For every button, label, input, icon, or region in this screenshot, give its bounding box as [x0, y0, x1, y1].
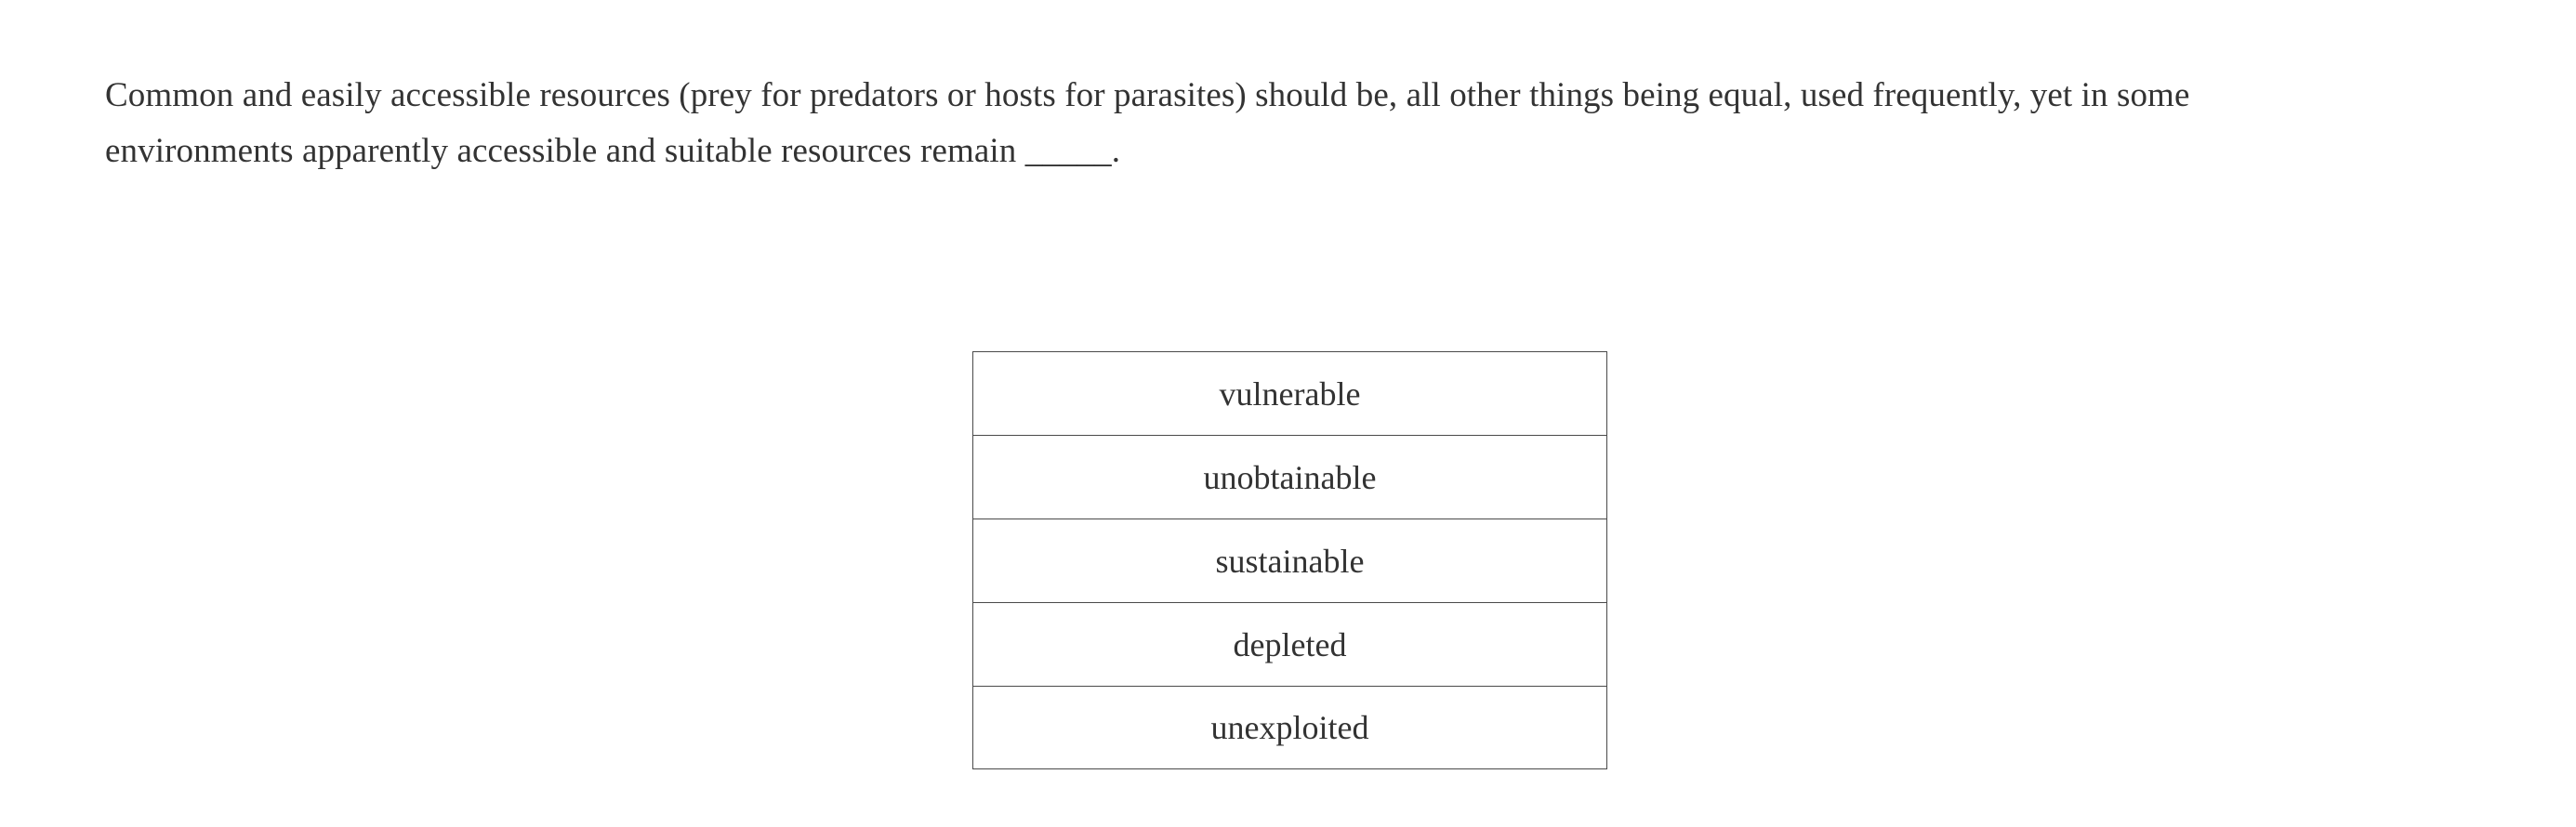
answer-option-2[interactable]	[972, 435, 1607, 519]
answer-option-3[interactable]	[972, 519, 1607, 602]
answer-option-label: unexploited	[1210, 709, 1369, 746]
answer-option-label: depleted	[1233, 625, 1347, 663]
question-block	[105, 33, 2336, 215]
answer-option-5[interactable]	[972, 686, 1607, 769]
answer-option-label: vulnerable	[1219, 374, 1361, 413]
answer-option-4[interactable]	[972, 602, 1607, 686]
answer-option-1[interactable]	[972, 351, 1607, 435]
answer-options-list	[972, 351, 1607, 769]
answer-option-label: unobtainable	[1203, 458, 1377, 496]
answer-option-label: sustainable	[1215, 542, 1365, 580]
question-text: Common and easily accessible resources (prey for predators or hosts for parasites) should be, all other things being equal, used frequently, yet in some environments apparently accessible and suitable resources remain _____.	[105, 76, 2190, 171]
